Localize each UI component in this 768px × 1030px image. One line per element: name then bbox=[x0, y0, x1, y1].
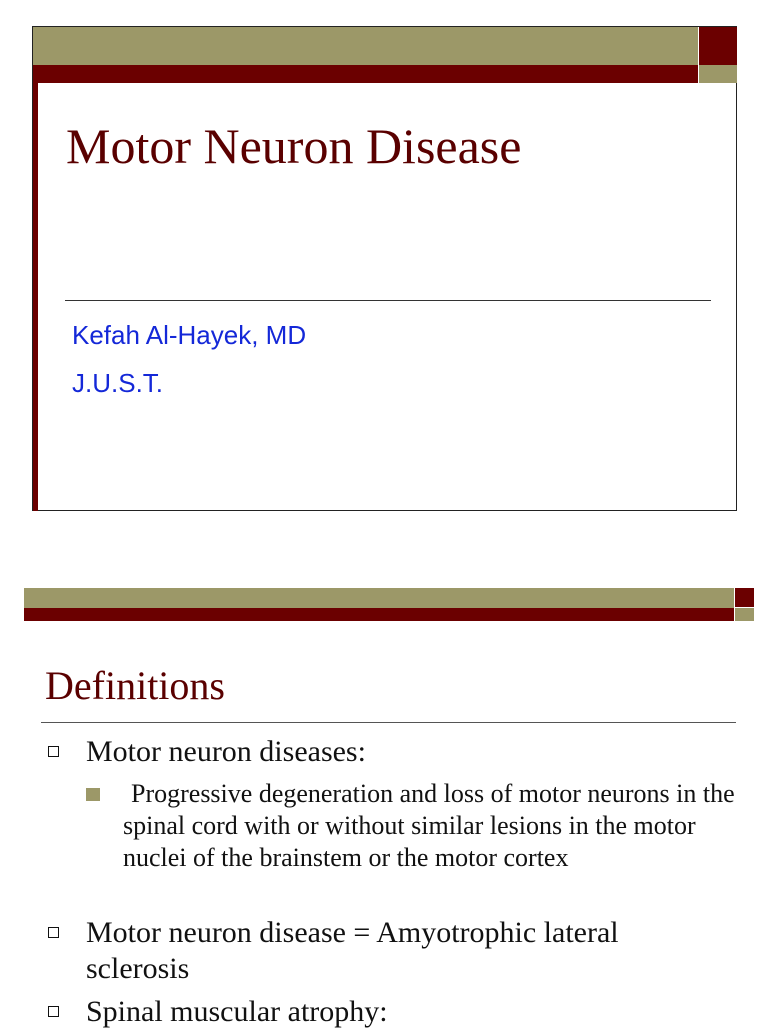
bullet-text-continuation: sclerosis bbox=[86, 952, 190, 985]
bullet-text: Spinal muscular atrophy: bbox=[86, 995, 388, 1028]
definitions-slide bbox=[24, 588, 754, 1028]
institution-name: J.U.S.T. bbox=[72, 368, 164, 398]
header-maroon-band bbox=[33, 65, 698, 83]
corner-olive-square bbox=[699, 65, 737, 83]
bullet-text: Motor neuron disease = Amyotrophic lateral bbox=[86, 916, 619, 949]
title-divider bbox=[41, 722, 736, 723]
title-divider bbox=[65, 300, 711, 301]
bullet-text: Motor neuron diseases: bbox=[86, 735, 366, 768]
corner-maroon-square bbox=[735, 588, 754, 607]
sub-bullet-text: Progressive degeneration and loss of motor neurons in the spinal cord with or without similar lesions in the motor nuclei of the brainstem or the motor cortex bbox=[123, 779, 735, 872]
corner-olive-square bbox=[735, 608, 754, 621]
header-maroon-band bbox=[24, 608, 734, 621]
filled-square-bullet-icon bbox=[86, 788, 100, 801]
title-slide bbox=[32, 26, 737, 511]
left-accent-bar bbox=[33, 83, 38, 511]
header-olive-band bbox=[33, 27, 698, 65]
slide-title: Definitions bbox=[45, 663, 225, 708]
slide-title: Motor Neuron Disease bbox=[66, 118, 522, 174]
hollow-square-bullet-icon bbox=[48, 927, 59, 938]
author-name: Kefah Al-Hayek, MD bbox=[72, 320, 307, 350]
corner-maroon-square bbox=[699, 27, 737, 65]
header-olive-band bbox=[24, 588, 734, 608]
hollow-square-bullet-icon bbox=[48, 1006, 59, 1017]
hollow-square-bullet-icon bbox=[48, 746, 59, 757]
